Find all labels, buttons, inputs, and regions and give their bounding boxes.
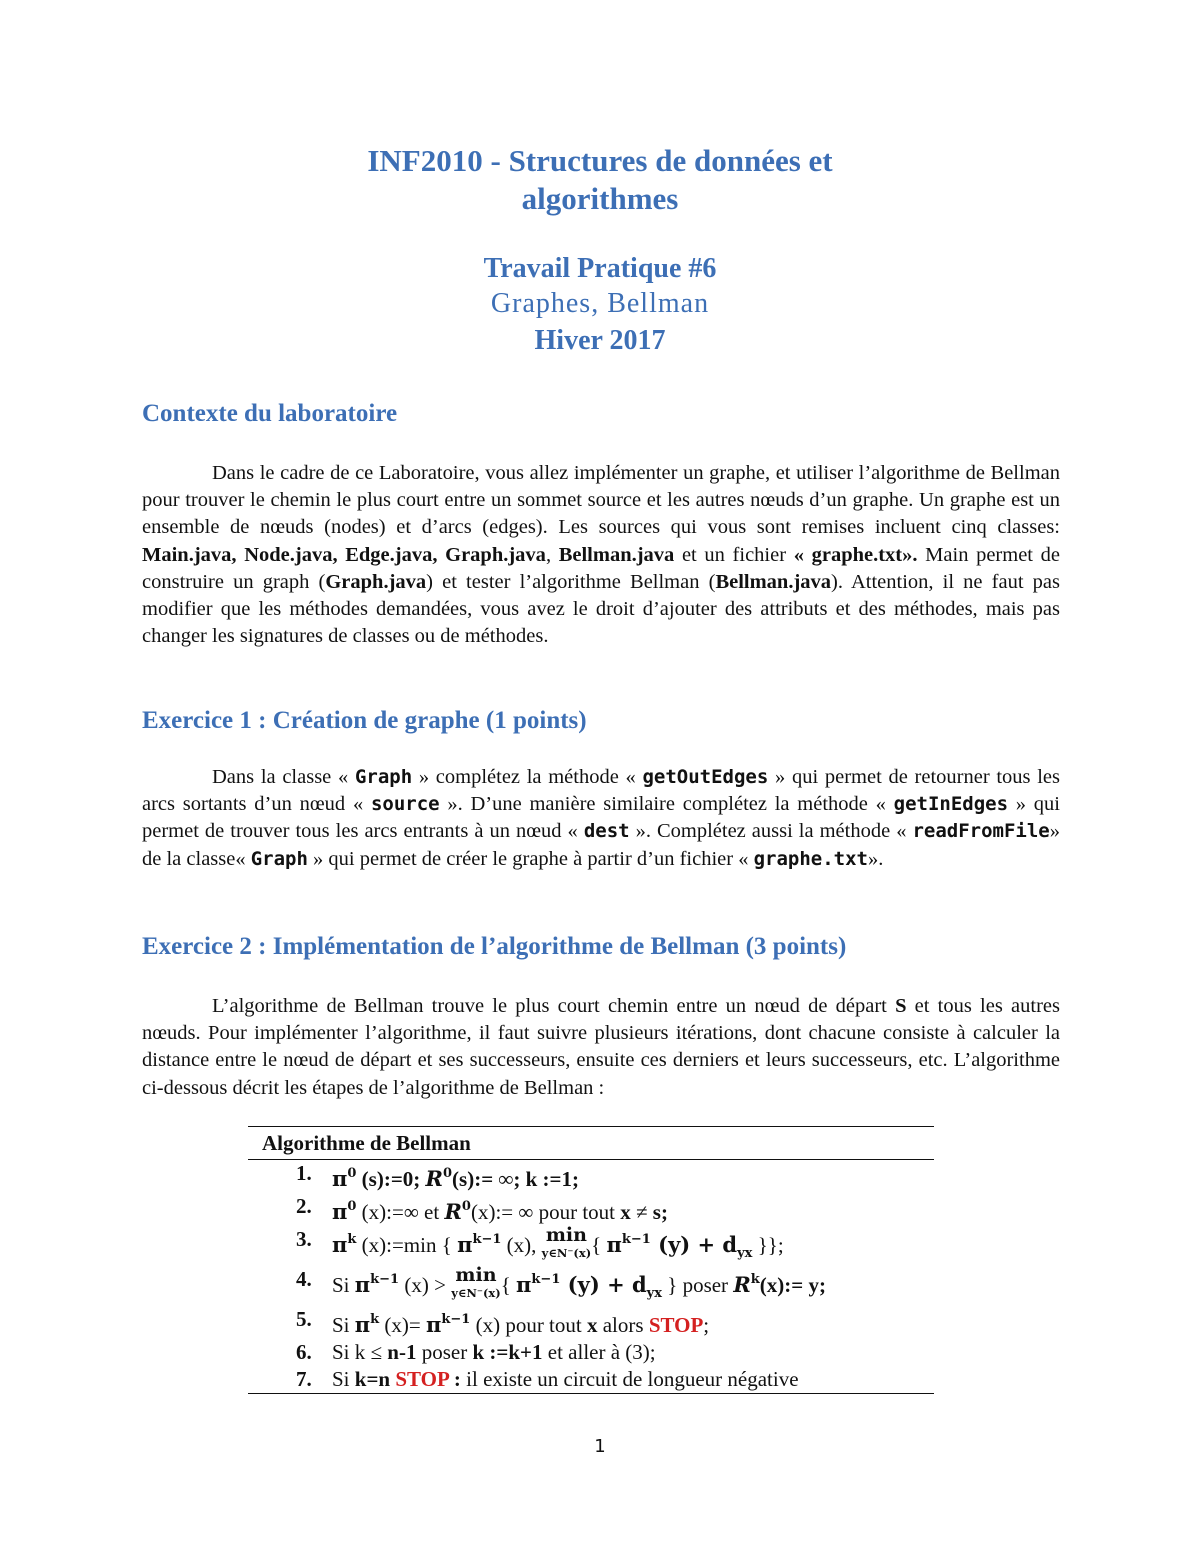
sub: yx (646, 1286, 662, 1301)
step7-b: k=n (354, 1367, 391, 1391)
file-graph: Graph.java (445, 543, 546, 566)
step5-d: ; (703, 1313, 710, 1337)
pi-symbol: π (332, 1232, 348, 1257)
algo-bottom-rule (248, 1393, 934, 1394)
exercise1-heading: Exercice 1 : Création de graphe (1 points) (142, 707, 587, 734)
sup: 0 (347, 1199, 357, 1214)
context-sep: , (545, 543, 559, 566)
context-text-1: Dans le cadre de ce Laboratoire, vous allez implémenter un graphe, et utiliser l’algorithme de Bellman pour trouver le chemin le plus court entre un sommet source et les autres nœuds d’un graphe. Un graphe est un ensemble de nœuds (nodes) et d’arcs (edges). Les sources qui vous sont remises incluent cinq classes: (142, 462, 1060, 539)
pi-symbol: π (457, 1232, 473, 1257)
algo-step-1 (248, 1160, 934, 1193)
sup: 0 (443, 1166, 453, 1181)
class-graph-ref: Graph (250, 847, 308, 870)
ex1-text-h: » qui permet de créer le graphe à partir d’un fichier « (307, 847, 754, 870)
step2-a: (x):=∞ et (356, 1200, 445, 1224)
algo-step-2 (248, 1193, 934, 1226)
step2-x: x (620, 1200, 631, 1224)
sup: k−1 (472, 1232, 502, 1247)
ex1-text-f: ». Complétez aussi la méthode « (629, 820, 913, 843)
step6-e: et aller à (3); (542, 1340, 656, 1364)
sup: k−1 (441, 1312, 471, 1327)
r-symbol: R (425, 1166, 443, 1191)
step4-b: { (500, 1273, 517, 1297)
sup: k (750, 1272, 760, 1287)
algo-step-6 (248, 1339, 934, 1366)
step-number: 2. (296, 1194, 312, 1218)
sup: k−1 (531, 1272, 561, 1287)
file-bellman: Bellman.java (558, 543, 675, 566)
exercise1-paragraph (142, 764, 1060, 873)
context-text-3: Main permet de construire un graph ( (142, 543, 1061, 593)
ex2-text-a: L’algorithme de Bellman trouve le plus court chemin entre un nœud de départ (212, 995, 896, 1017)
ex2-text-b: et tous les autres nœuds. Pour implémenter l’algorithme, il faut suivre plusieurs itérations, dont chacune consiste à calculer la distance entre le nœud de départ et ses successeurs, ensuite ces derniers et leurs successeurs, etc. L’algorithme ci-dessous décrit les étapes de l’algorithme de Bellman : (142, 995, 1060, 1099)
context-text-5: ). Attention, il ne faut pas modifier que les méthodes demandées, vous avez le droit d’ajouter des attributs et des méthodes, mais pas changer les signatures de classes ou de méthodes. (142, 570, 1060, 648)
step3-d: (y) + d (650, 1232, 738, 1257)
step4-a: (x) > (399, 1273, 452, 1297)
sup: k−1 (370, 1272, 400, 1287)
file-graph-ref: Graph.java (325, 570, 427, 593)
step2-b: (x):= ∞ pour tout (470, 1200, 621, 1224)
step-number: 5. (296, 1307, 312, 1331)
step4-d: } poser (661, 1273, 734, 1297)
sup: k (370, 1312, 380, 1327)
min-operator (542, 1226, 592, 1262)
course-title-line1: INF2010 - Structures de données et (367, 143, 833, 178)
method-readfromfile: readFromFile (912, 820, 1050, 843)
pi-symbol: π (332, 1199, 348, 1224)
method-getoutedges: getOutEdges (642, 766, 769, 788)
ex1-text-b: » complétez la méthode « (412, 766, 643, 788)
pi-symbol: π (516, 1272, 532, 1297)
step6-c: poser (416, 1340, 473, 1364)
course-title-line2: algorithmes (521, 181, 679, 216)
algo-steps (248, 1160, 934, 1393)
sup: k (347, 1232, 357, 1247)
step-number: 6. (296, 1340, 312, 1364)
step3-b: (x), (501, 1233, 542, 1257)
pi-symbol: π (332, 1166, 348, 1191)
min-subscript: y∈N⁻(x) (451, 1286, 501, 1300)
param-dest: dest (583, 820, 630, 843)
step5-b: (x) pour tout (470, 1313, 587, 1337)
context-heading: Contexte du laboratoire (142, 400, 398, 427)
step3-e: }}; (752, 1233, 784, 1257)
step3-c: { (591, 1233, 607, 1257)
step6-b: n-1 (387, 1340, 417, 1364)
exercise2-paragraph (142, 993, 1060, 1102)
tp-topic: Graphes, Bellman (490, 288, 710, 319)
sup: 0 (347, 1166, 357, 1181)
step5-c: alors (597, 1313, 649, 1337)
ex1-text-c: » qui permet de retourner tous les arcs sortants d’un nœud « (142, 766, 1061, 816)
class-graph: Graph (354, 766, 413, 788)
step-number: 1. (296, 1161, 312, 1185)
step-number: 3. (296, 1227, 312, 1251)
step4-c: (y) + d (560, 1272, 647, 1297)
step-number: 4. (296, 1267, 312, 1291)
file-bellman-ref: Bellman.java (715, 570, 832, 593)
file-node: Node.java, (244, 543, 346, 566)
tp-session: Hiver 2017 (534, 325, 666, 356)
pi-symbol: π (354, 1312, 371, 1337)
algo-step-5 (248, 1306, 934, 1339)
algo-step-7 (248, 1366, 934, 1393)
ex1-text-g: » de la classe« (142, 820, 1060, 870)
step3-a: (x):=min { (356, 1233, 458, 1257)
page-number: 1 (594, 1436, 606, 1457)
step2-s: s; (652, 1200, 668, 1224)
param-source: source (370, 793, 440, 816)
ex1-text-a: Dans la classe « (212, 766, 355, 788)
sup: k−1 (621, 1232, 651, 1247)
file-graphe-txt: « graphe.txt». (793, 543, 918, 566)
algo-title: Algorithme de Bellman (262, 1131, 471, 1155)
step7-e: il existe un circuit de longueur négative (466, 1367, 799, 1391)
step7-a: Si (332, 1367, 355, 1391)
stop-keyword: STOP (395, 1367, 449, 1391)
pi-symbol: π (606, 1232, 622, 1257)
start-node-s: S (895, 995, 907, 1017)
ex1-text-i: ». (867, 847, 884, 870)
ex1-text-e: » qui permet de trouver tous les arcs entrants à un nœud « (142, 793, 1060, 843)
step4-e: (x):= y; (759, 1273, 826, 1297)
context-text-2: et un fichier (674, 543, 794, 566)
r-symbol: R (733, 1272, 751, 1297)
file-graphe-txt-ref: graphe.txt (753, 847, 868, 870)
ex1-text-d: ». D’une manière similaire complétez la méthode « (439, 793, 894, 816)
pi-symbol: π (426, 1312, 442, 1337)
algo-step-3 (248, 1226, 934, 1266)
min-operator (451, 1266, 501, 1302)
stop-keyword: STOP (648, 1313, 704, 1337)
context-text-4: ) et tester l’algorithme Bellman ( (426, 570, 716, 593)
file-edge: Edge.java, (345, 543, 446, 566)
step1-a: (s):=0; (356, 1167, 426, 1191)
step5-si: Si (332, 1313, 355, 1337)
pi-symbol: π (354, 1272, 371, 1297)
sub: yx (737, 1246, 753, 1261)
step7-d: : (448, 1367, 467, 1391)
step-number: 7. (296, 1367, 312, 1391)
sup: 0 (461, 1199, 471, 1214)
r-symbol: R (444, 1199, 462, 1224)
algo-step-4 (248, 1266, 934, 1306)
context-paragraph (142, 460, 1060, 650)
step4-si: Si (332, 1273, 355, 1297)
file-main: Main.java, (142, 543, 245, 566)
step1-b: (s):= ∞; k :=1; (452, 1167, 580, 1191)
method-getinedges: getInEdges (893, 793, 1009, 816)
min-subscript: y∈N⁻(x) (541, 1246, 592, 1260)
min-label: min (545, 1224, 587, 1246)
step6-d: k :=k+1 (472, 1340, 543, 1364)
min-label: min (455, 1264, 497, 1286)
exercise2-heading: Exercice 2 : Implémentation de l’algorithme de Bellman (3 points) (142, 933, 847, 960)
step5-a: (x)= (379, 1313, 426, 1337)
step6-a: Si k ≤ (332, 1340, 388, 1364)
step2-c: ≠ (630, 1200, 653, 1224)
bellman-algorithm-box (248, 1126, 934, 1394)
tp-label: Travail Pratique #6 (483, 253, 717, 284)
step5-x: x (586, 1313, 598, 1337)
